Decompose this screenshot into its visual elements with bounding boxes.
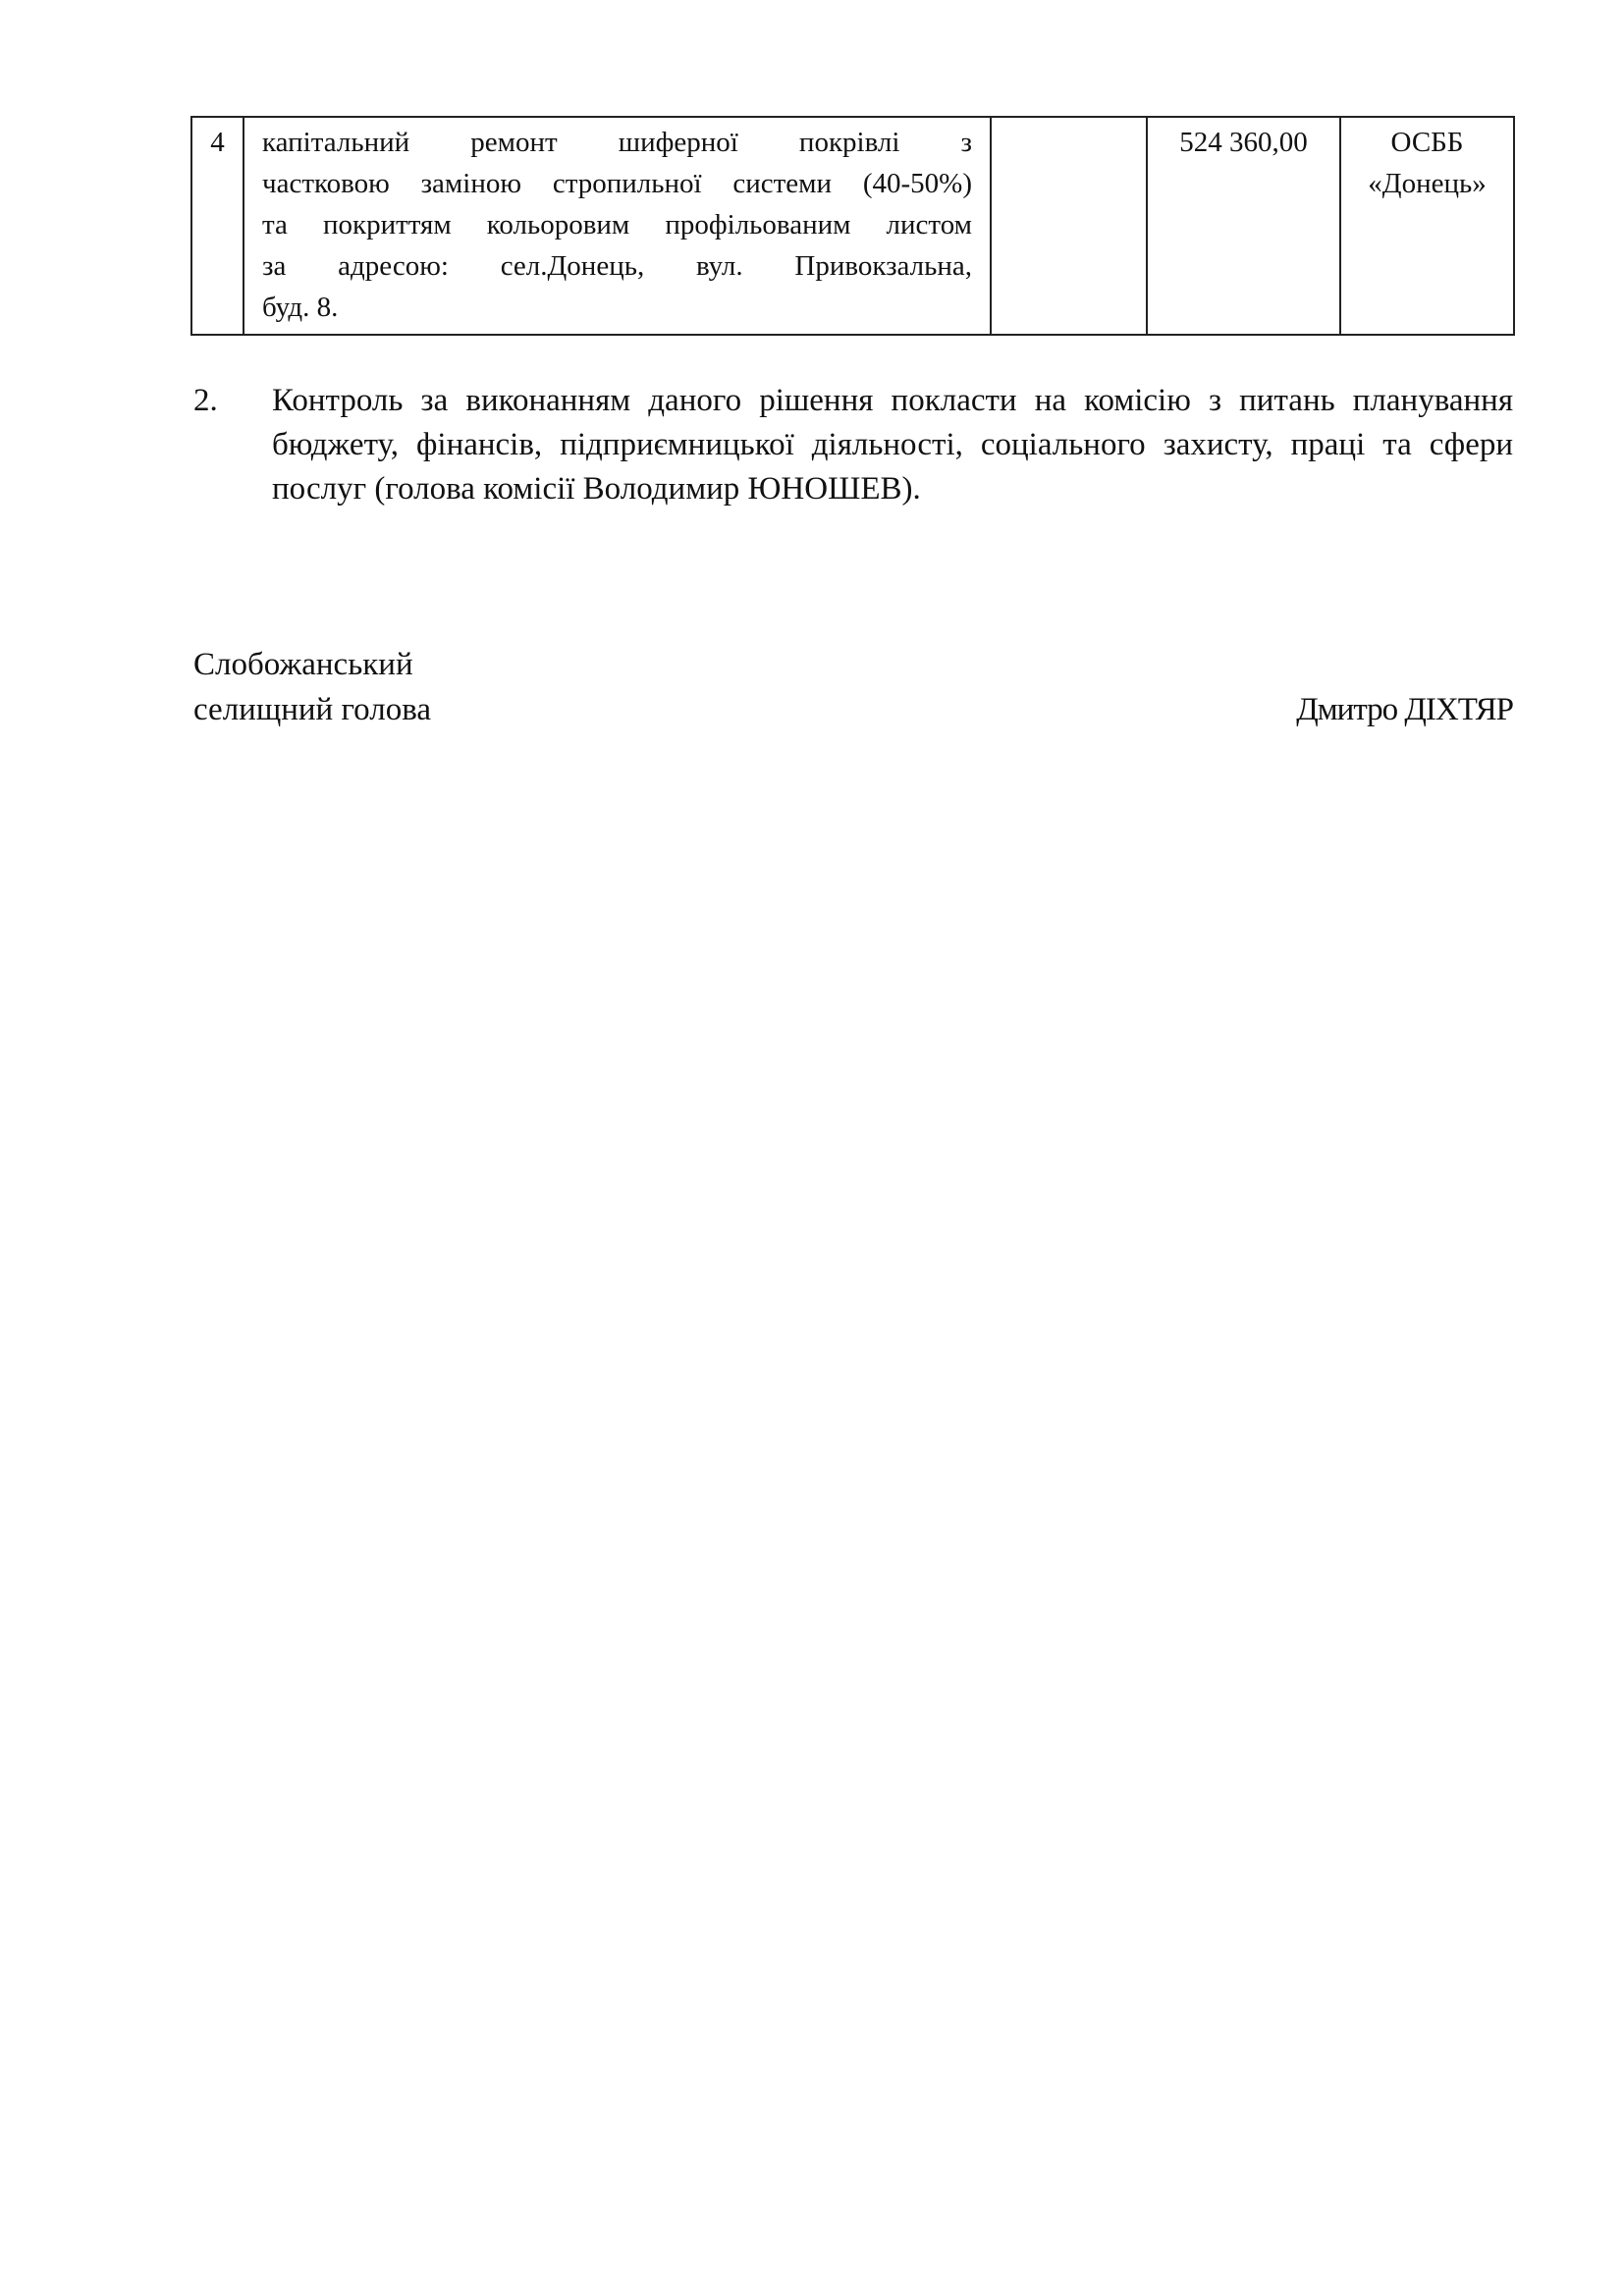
description-line: та покриттям кольоровим профільованим листом	[262, 209, 972, 240]
description-line: буд. 8.	[262, 292, 339, 323]
projects-table	[190, 116, 1515, 336]
position-line: Слобожанський	[193, 647, 413, 682]
row-empty-cell	[991, 117, 1147, 335]
row-description-cell	[244, 117, 991, 335]
row-number: 4	[210, 127, 225, 158]
row-organization-cell	[1340, 117, 1514, 335]
description-line: за адресою: сел.Донець, вул. Привокзальна,	[262, 250, 972, 282]
row-number-cell	[191, 117, 244, 335]
numbered-paragraph	[193, 379, 1513, 511]
description-line: капітальний ремонт шиферної покрівлі з	[262, 127, 972, 158]
row-amount-cell	[1147, 117, 1340, 335]
table-row	[191, 117, 1514, 335]
position-line: селищний голова	[193, 692, 432, 727]
signature-block	[193, 642, 1513, 732]
organization-line: «Донець»	[1368, 168, 1487, 199]
organization-line: ОСББ	[1390, 127, 1464, 158]
description-line: частковою заміною стропильної системи (40-50%)	[262, 168, 972, 199]
paragraph-text: Контроль за виконанням даного рішення покласти на комісію з питань планування бюджету, фінансів, підприємницької діяльності, соціального захисту, праці та сфери послуг (голова комісії Володимир ЮНОШЕВ).	[272, 383, 1513, 507]
row-amount: 524 360,00	[1179, 127, 1308, 158]
signatory-name: Дмитро ДІХТЯР	[1296, 692, 1513, 727]
paragraph-number: 2.	[193, 383, 218, 418]
signatory-position	[193, 642, 881, 732]
